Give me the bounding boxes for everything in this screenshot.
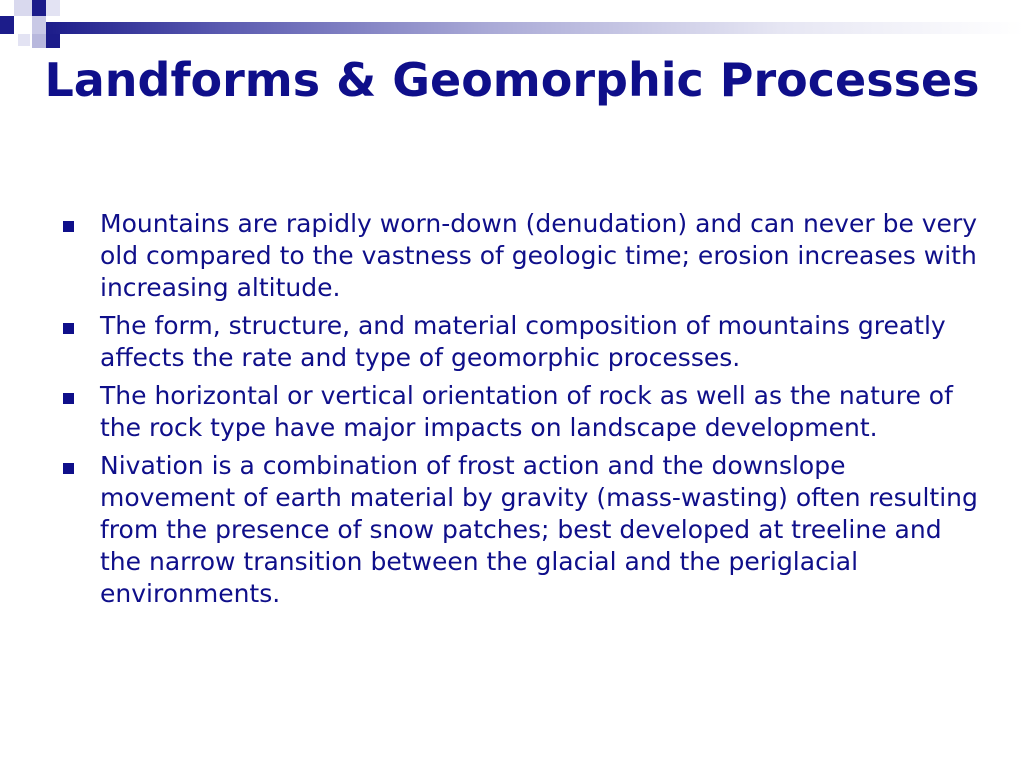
bullet-item (60, 310, 980, 374)
bullet-list (60, 208, 980, 616)
bullet-item (60, 208, 980, 304)
bullet-text: The form, structure, and material composition of mountains greatly affects the rate and type of geomorphic processes. (100, 311, 946, 372)
slide-title: Landforms & Geomorphic Processes (44, 53, 980, 107)
bullet-item (60, 380, 980, 444)
decor-square (32, 0, 46, 16)
decor-square (46, 34, 60, 48)
decor-square (32, 16, 46, 34)
square-bullet-icon (63, 393, 74, 404)
decor-square (0, 16, 14, 34)
square-bullet-icon (63, 463, 74, 474)
bullet-text: Mountains are rapidly worn-down (denudation) and can never be very old compared to the vastness of geologic time; erosion increases with increasing altitude. (100, 209, 978, 302)
header-gradient-bar (46, 22, 1024, 34)
decor-square (14, 16, 32, 34)
decor-square (46, 0, 60, 16)
bullet-item (60, 450, 980, 610)
decor-square (18, 34, 30, 46)
square-bullet-icon (63, 221, 74, 232)
decor-square (14, 0, 32, 16)
bullet-text: The horizontal or vertical orientation of rock as well as the nature of the rock type have major impacts on landscape development. (100, 381, 953, 442)
bullet-text: Nivation is a combination of frost action and the downslope movement of earth material by gravity (mass-wasting) often resulting from the presence of snow patches; best developed at treeline and the narrow transition between the glacial and the periglacial environments. (100, 451, 978, 608)
square-bullet-icon (63, 323, 74, 334)
decor-square (32, 34, 46, 48)
